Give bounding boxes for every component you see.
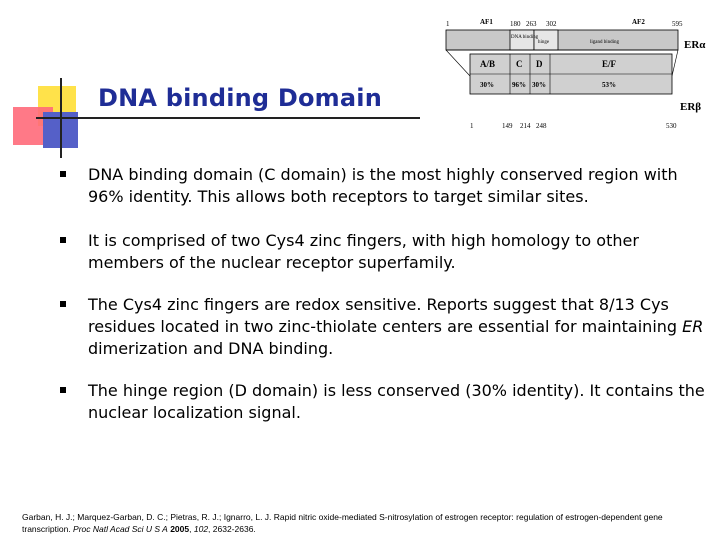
identity-c: 96% — [512, 81, 526, 89]
num-top-595: 595 — [672, 20, 683, 28]
bullet-text: The hinge region (D domain) is less conserved (30% identity). It contains the nuclear localization signal. — [88, 381, 705, 422]
slide-title: DNA binding Domain — [98, 84, 382, 112]
num-top-263: 263 — [526, 20, 537, 28]
receptor-domain-diagram — [440, 14, 716, 134]
bullet-text: It is comprised of two Cys4 zinc fingers, with high homology to other members of the nuclear receptor superfamily. — [88, 231, 639, 272]
er-alpha-bar — [446, 30, 678, 50]
er-beta-label: ERβ — [680, 101, 702, 113]
bullet-item — [56, 380, 706, 424]
er-alpha-label: ERα — [684, 39, 706, 51]
num-bottom-149: 149 — [502, 122, 513, 130]
citation-authors-title: Garban, H. J.; Marquez-Garban, D. C.; Pietras, R. J.; Ignarro, L. J. Rapid nitric oxide-mediated S-nitrosylation of estrogen receptor: regulation of estrogen-dependent gene transcription. — [22, 512, 663, 534]
bullet-text: The Cys4 zinc fingers are redox sensitive. Reports suggest that 8/13 Cys residues located in two zinc-thiolate centers are essential for maintaining — [88, 295, 683, 336]
bullet-item — [56, 294, 706, 360]
bullet-item — [56, 164, 706, 208]
num-bottom-530: 530 — [666, 122, 677, 130]
bullet-text: DNA binding domain (C domain) is the most highly conserved region with 96% identity. This allows both receptors to target similar sites. — [88, 165, 678, 206]
bullet-marker — [60, 237, 66, 243]
af2-label: AF2 — [632, 18, 645, 26]
decor-horizontal-line — [36, 117, 420, 119]
region-hinge: hinge — [538, 40, 550, 45]
num-top-1: 1 — [446, 20, 450, 28]
num-bottom-248: 248 — [536, 122, 547, 130]
bullet-marker — [60, 387, 66, 393]
identity-d: 30% — [532, 81, 546, 89]
bullet-text-tail: dimerization and DNA binding. — [88, 339, 334, 358]
num-top-180: 180 — [510, 20, 521, 28]
domain-ab: A/B — [480, 59, 496, 69]
identity-ef: 53% — [602, 81, 616, 89]
citation-pages: , 2632-2636. — [208, 524, 256, 534]
region-dna-binding: DNA binding — [511, 35, 539, 40]
domain-d: D — [536, 59, 543, 69]
domain-ef: E/F — [602, 59, 617, 69]
num-bottom-1: 1 — [470, 122, 474, 130]
bullet-list — [56, 164, 706, 424]
bullet-marker — [60, 171, 66, 177]
bullet-marker — [60, 301, 66, 307]
num-bottom-214: 214 — [520, 122, 531, 130]
af1-label: AF1 — [480, 18, 493, 26]
num-top-302: 302 — [546, 20, 557, 28]
bullet-text-emphasis: ER — [682, 317, 704, 336]
region-ligand-binding: ligand binding — [590, 40, 620, 45]
citation-year: 2005 — [170, 524, 190, 534]
citation-journal: Proc Natl Acad Sci U S A — [73, 524, 168, 534]
domain-c: C — [516, 59, 523, 69]
identity-ab: 30% — [480, 81, 494, 89]
citation: Garban, H. J.; Marquez-Garban, D. C.; Pietras, R. J.; Ignarro, L. J. Rapid nitric oxide-mediated S-nitrosylation of estrogen receptor: regulation of estrogen-dependent gene transcription. Proc Natl Acad Sci U S A 2005, 102, 2632-2636. — [22, 512, 663, 534]
er-alpha-dna-binding-box — [510, 30, 534, 50]
citation-volume: 102 — [193, 524, 209, 534]
bullet-item — [56, 230, 706, 274]
